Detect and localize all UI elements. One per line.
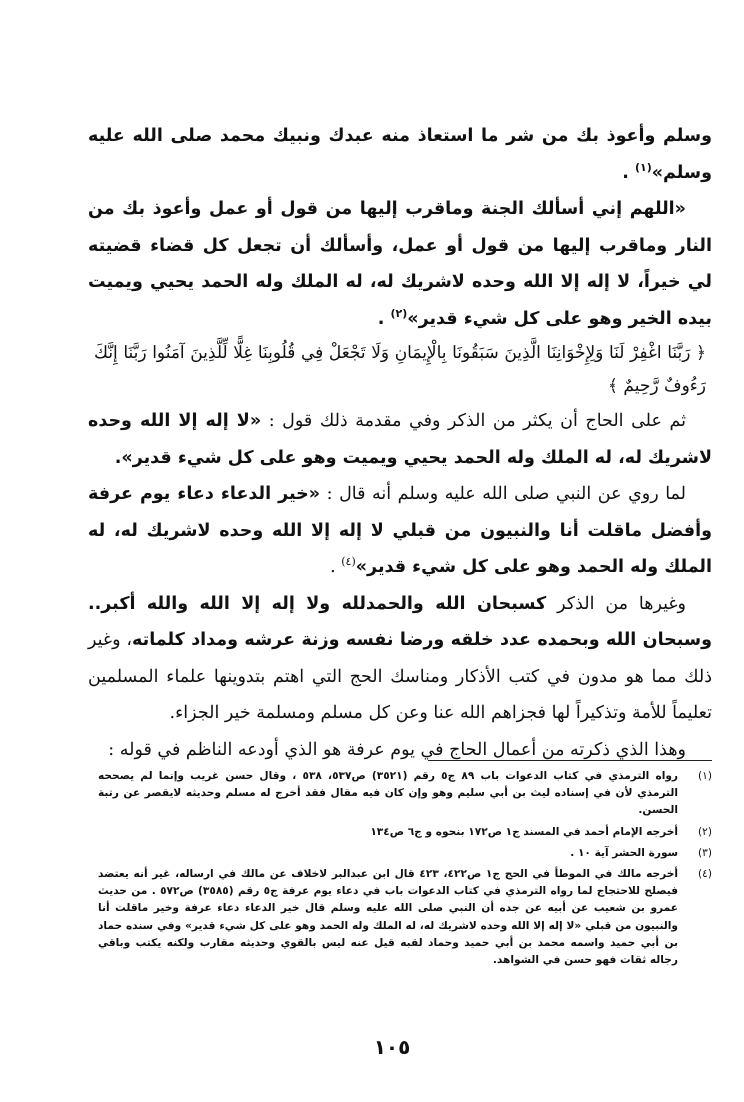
footnote-number: (١): [698, 770, 712, 782]
footnote-number: (٣): [698, 846, 712, 859]
paragraph-5-bold: كسبحان الله والحمدلله ولا إله إلا الله والله أكبر.. وسبحان الله وبحمده عدد خلقه ورضا نفسه وزنة عرشه ومداد كلماته: [88, 593, 712, 650]
footnote-2: [98, 824, 712, 841]
paragraph-2-text: «اللهم إني أسألك الجنة وماقرب إليها من قول أو عمل وأعوذ بك من النار وماقرب إليها من قول أو عمل، وأسألك أن تجعل كل قضاء قضيته لي خيراً، لا إله إلا الله وحده لاشريك له، له الملك وله الحمد يحيي ويميت بيده الخير وهو على كل شيء قدير»: [88, 199, 712, 329]
paragraph-6: وهذا الذي ذكرته من أعمال الحاج في يوم عرفة هو الذي أودعه الناظم في قوله :: [108, 739, 686, 760]
footnote-number: (٤): [698, 868, 712, 881]
footnote-3: [98, 845, 712, 862]
quran-verse: ﴿ رَبَّنَا اغْفِرْ لَنَا وَلِإِخْوَانِنَا الَّذِينَ سَبَقُونَا بِالْإِيمَانِ وَلَا تَجْعَلْ فِي قُلُوبِنَا غِلًّا لِّلَّذِينَ آمَنُوا رَبَّنَا إِنَّكَ رَءُوفٌ رَّحِيمٌ ﴾: [94, 343, 706, 396]
paragraph-4-end: .: [330, 557, 342, 577]
paragraph-2: [88, 191, 712, 337]
footnote-text: رواه الترمذي في كتاب الدعوات باب ٨٩ ج٥ رقم (٣٥٢١) ص٥٣٧، ٥٣٨ ، وقال حسن غريب وإنما لم يصححه الترمذي لأن في إسناده ليث بن أبي سليم وهو وإن كان فيه مقال فقد أخرج له مسلم وحديثه لايقصر عن رتبة الحسن.: [98, 770, 679, 817]
footnote-ref-1: (١): [634, 160, 652, 174]
paragraph-1: [88, 118, 712, 191]
paragraph-3-bold: «لا إله إلا الله وحده لاشريك له، له الملك وله الحمد يحيي ويميت وهو على كل شيء قدير».: [88, 411, 712, 468]
paragraph-4: [88, 476, 712, 586]
paragraph-3-intro: ثم على الحاج أن يكثر من الذكر وفي مقدمة ذلك قول :: [261, 411, 686, 431]
main-text: [88, 118, 712, 768]
footnote-ref-4: (٤): [341, 555, 356, 569]
footnote-text: أخرجه مالك في الموطأ في الحج ج١ ص٤٢٢، ٤٢٣ قال ابن عبدالبر لاخلاف عن مالك في ارساله، غير أنه يعتضد فيصلح للاحتجاج لما رواه الترمذي في كتاب الدعوات باب في دعاء يوم عرفة ج٥ رقم (٣٥٨٥) ص٥٧٢ . من حديث عمرو بن شعيب عن أبيه عن جده أن النبي صلى الله عليه وسلم قال خير الدعاء دعاء عرفة وخير ماقلت أنا والنبيون من قبلي «لا إله إلا الله وحده لاشريك له، له الملك وله الحمد وهو على كل شيء قدير» وفي سنده حماد بن أبي حميد واسمه محمد بن أبي حميد وحماد لقبه قيل عنه ليس بالقوي وحديثه مقارب ولكنه يكتب وباقي رجاله ثقات فهو حسن في الشواهد.: [98, 868, 679, 967]
paragraph-2-end: .: [377, 308, 391, 329]
footnote-text: أخرجه الإمام أحمد في المسند ج١ ص١٧٢ بنحوه و ج٦ ص١٣٤: [370, 825, 678, 838]
footnotes: [98, 768, 712, 973]
footnote-divider: [428, 760, 712, 761]
paragraph-4-bold: «خير الدعاء دعاء يوم عرفة وأفضل ماقلت أنا والنبيون من قبلي لا إله إلا الله وحده لاشريك له، له الملك وله الحمد وهو على كل شيء قدير»: [88, 484, 712, 577]
paragraph-3: [88, 403, 712, 476]
page-number: ١٠٥: [373, 1035, 411, 1059]
paragraph-5-intro: وغيرها من الذكر: [546, 593, 686, 614]
footnote-ref-2: (٢): [390, 306, 408, 320]
footnote-4: [98, 866, 712, 969]
footnote-1: [98, 768, 712, 820]
paragraph-1-text: وسلم وأعوذ بك من شر ما استعاذ منه عبدك ونبيك محمد صلى الله عليه وسلم»: [88, 126, 712, 183]
paragraph-5-rest: ، وغير ذلك مما هو مدون في كتب الأذكار ومناسك الحج التي اهتم بتدوينها علماء المسلمين تعليماً للأمة وتذكيراً لها فجزاهم الله عنا وعن كل مسلم ومسلمة خير الجزاء.: [88, 630, 712, 723]
paragraph-4-intro: لما روي عن النبي صلى الله عليه وسلم أنه قال :: [320, 484, 686, 504]
paragraph-1-end: .: [622, 162, 635, 183]
paragraph-5: [88, 586, 712, 732]
footnote-number: (٢): [698, 825, 712, 838]
footnote-text: سورة الحشر آية ١٠ .: [570, 846, 678, 859]
